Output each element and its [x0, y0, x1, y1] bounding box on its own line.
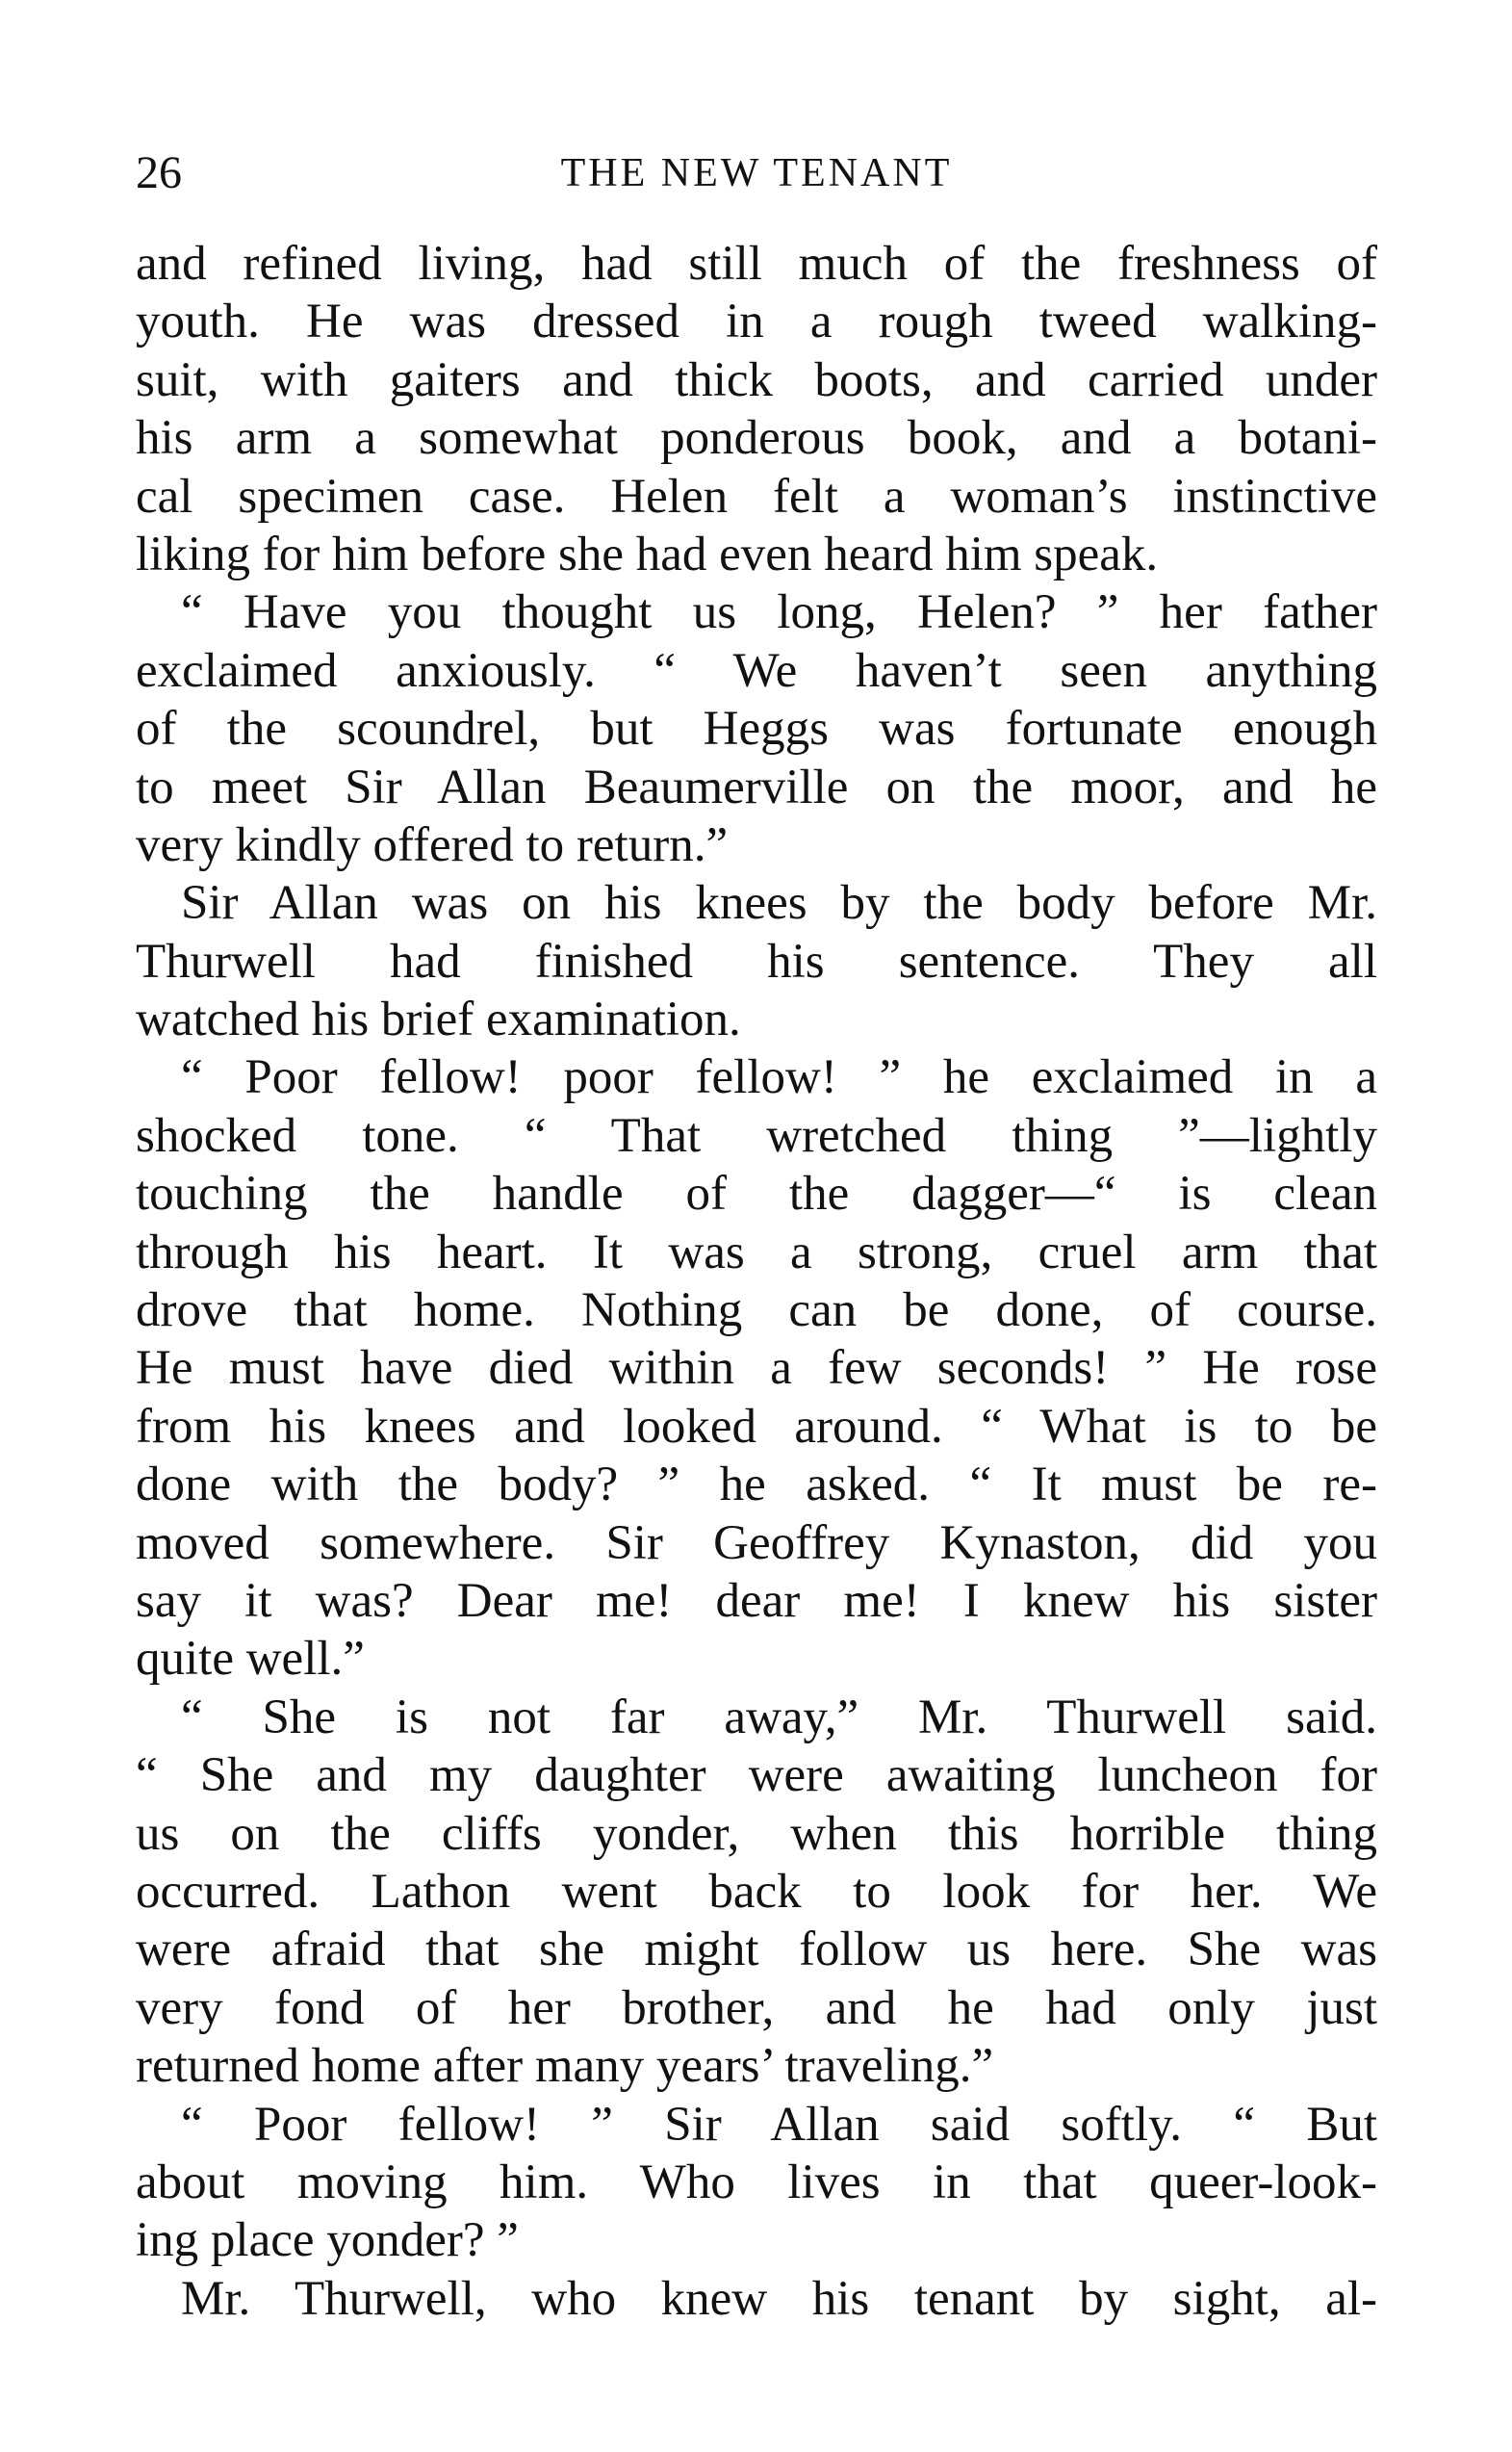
text-line: “ She and my daughter were awaiting luncheon for: [136, 1748, 1377, 1803]
text-line: were afraid that she might follow us here. She was: [136, 1923, 1377, 1977]
text-line: “ Poor fellow! ” Sir Allan said softly. “ But: [181, 2097, 1377, 2152]
text-line: ing place yonder? ”: [136, 2213, 519, 2268]
text-line: drove that home. Nothing can be done, of course.: [136, 1283, 1377, 1338]
page-number: 26: [136, 147, 182, 198]
text-line: exclaimed anxiously. “ We haven’t seen anything: [136, 643, 1377, 698]
text-line: youth. He was dressed in a rough tweed walking-: [136, 295, 1377, 349]
text-line: about moving him. Who lives in that queer-look-: [136, 2155, 1377, 2209]
text-line: very kindly offered to return.”: [136, 817, 729, 872]
text-line: through his heart. It was a strong, cruel arm that: [136, 1225, 1377, 1279]
text-line: say it was? Dear me! dear me! I knew his sister: [136, 1573, 1377, 1628]
text-line: to meet Sir Allan Beaumerville on the moor, and he: [136, 760, 1377, 814]
text-line: Thurwell had finished his sentence. They all: [136, 934, 1377, 989]
text-line: touching the handle of the dagger—“ is clean: [136, 1167, 1377, 1222]
text-line: of the scoundrel, but Heggs was fortunate enough: [136, 702, 1377, 757]
text-line: He must have died within a few seconds! ” He rose: [136, 1341, 1377, 1396]
text-line: returned home after many years’ traveling.”: [136, 2039, 994, 2094]
text-line: shocked tone. “ That wretched thing ”—lightly: [136, 1108, 1377, 1163]
text-line: and refined living, had still much of the freshness of: [136, 237, 1377, 291]
text-line: very fond of her brother, and he had only just: [136, 1980, 1377, 2035]
text-line: Sir Allan was on his knees by the body before Mr.: [181, 876, 1377, 931]
text-line: quite well.”: [136, 1632, 365, 1687]
body-text: [136, 235, 1377, 2328]
text-line: from his knees and looked around. “ What is to be: [136, 1399, 1377, 1454]
text-line: watched his brief examination.: [136, 993, 741, 1047]
text-line: cal specimen case. Helen felt a woman’s instinctive: [136, 469, 1377, 524]
text-line: us on the cliffs yonder, when this horrible thing: [136, 1806, 1377, 1861]
page-header: [136, 142, 1377, 204]
text-line: suit, with gaiters and thick boots, and carried under: [136, 352, 1377, 407]
text-line: moved somewhere. Sir Geoffrey Kynaston, did you: [136, 1515, 1377, 1570]
text-line: “ She is not far away,” Mr. Thurwell said.: [181, 1690, 1377, 1744]
running-head: THE NEW TENANT: [560, 151, 953, 195]
text-line: “ Poor fellow! poor fellow! ” he exclaimed in a: [181, 1050, 1377, 1105]
text-line: his arm a somewhat ponderous book, and a botani-: [136, 411, 1377, 466]
text-line: “ Have you thought us long, Helen? ” her father: [181, 585, 1377, 640]
text-line: liking for him before she had even heard him speak.: [136, 527, 1159, 581]
text-line: Mr. Thurwell, who knew his tenant by sight, al-: [181, 2271, 1377, 2326]
text-line: done with the body? ” he asked. “ It must be re-: [136, 1458, 1377, 1512]
text-line: occurred. Lathon went back to look for her. We: [136, 1864, 1377, 1919]
